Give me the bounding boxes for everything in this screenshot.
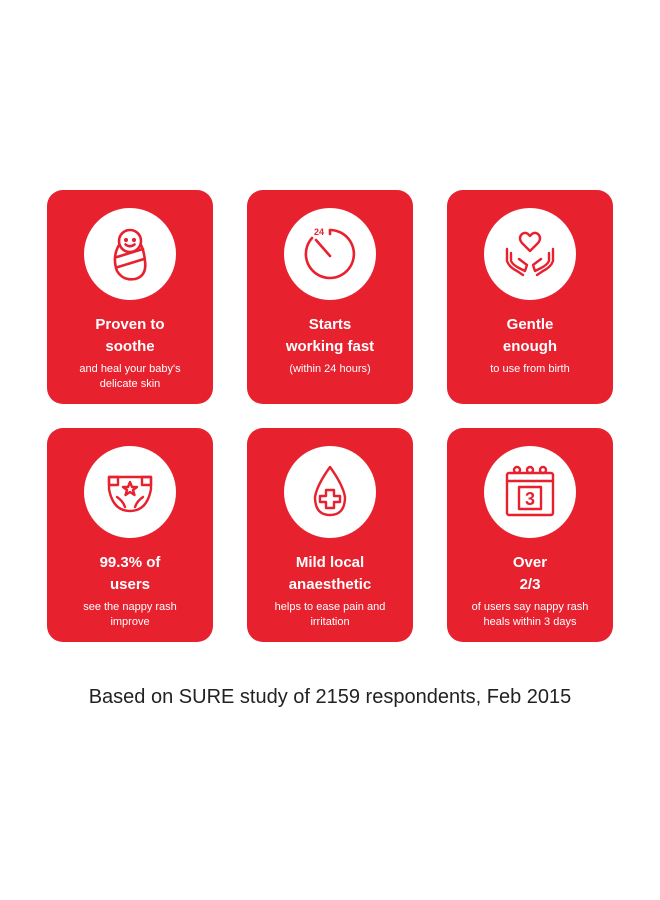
card-99-percent-users xyxy=(47,428,213,642)
card-title: Mild local anaesthetic xyxy=(288,554,372,593)
card-subtitle: of users say nappy rash heals within 3 days xyxy=(471,601,589,628)
card-over-two-thirds xyxy=(447,428,613,642)
study-footnote: Based on SURE study of 2159 respondents, Feb 2015 xyxy=(88,686,572,708)
hands-heart-icon xyxy=(484,208,576,300)
svg-text:24: 24 xyxy=(314,227,325,237)
card-starts-working-fast xyxy=(247,190,413,404)
card-title: 99.3% of users xyxy=(99,554,161,593)
benefits-grid xyxy=(47,190,613,642)
swaddled-baby-icon xyxy=(84,208,176,300)
card-subtitle: to use from birth xyxy=(490,363,570,375)
card-gentle-enough xyxy=(447,190,613,404)
card-title: Proven to soothe xyxy=(95,316,165,355)
stopwatch-24-icon xyxy=(284,208,376,300)
card-title: Gentle enough xyxy=(502,316,558,355)
calendar-3-icon xyxy=(484,446,576,538)
card-subtitle: (within 24 hours) xyxy=(289,363,371,375)
card-subtitle: and heal your baby's delicate skin xyxy=(79,363,181,390)
card-proven-to-soothe xyxy=(47,190,213,404)
card-subtitle: see the nappy rash improve xyxy=(83,601,177,628)
card-subtitle: helps to ease pain and irritation xyxy=(274,601,386,628)
svg-text:3: 3 xyxy=(524,489,536,509)
card-mild-local-anaesthetic xyxy=(247,428,413,642)
drop-cross-icon xyxy=(284,446,376,538)
card-title: Over 2/3 xyxy=(512,554,548,593)
nappy-star-icon xyxy=(84,446,176,538)
card-title: Starts working fast xyxy=(285,316,375,355)
